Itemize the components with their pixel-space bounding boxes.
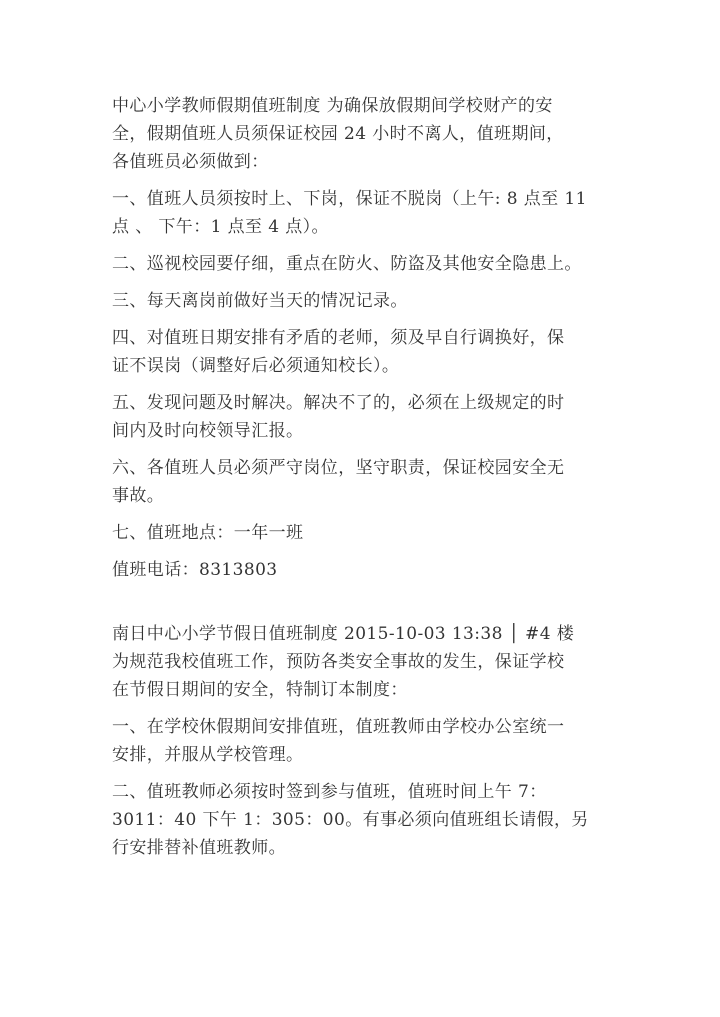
text-line: 一、值班人员须按时上、下岗，保证不脱岗（上午: 8 点至 11 [112,189,587,209]
text-line: 六、各值班人员必须严守岗位，坚守职责，保证校园安全无 [112,458,565,478]
rule-item-2 [112,250,620,278]
text-line: 间内及时向校领导汇报。 [112,421,304,441]
text-line: 事故。 [112,486,165,506]
text-line: 全，假期值班人员须保证校园 24 小时不离人，值班期间， [112,124,564,144]
section2-intro [112,648,620,704]
section2-heading [112,620,620,648]
text-line: 南日中心小学节假日值班制度 2015-10-03 13:38 │ #4 楼 [112,624,575,644]
rule-item-6 [112,454,620,510]
text-line: 安排，并服从学校管理。 [112,745,304,765]
rule-item-3 [112,287,620,315]
text-line: 中心小学教师假期值班制度 为确保放假期间学校财产的安 [112,96,553,116]
rule-item-7 [112,519,620,547]
text-line: 七、值班地点：一年一班 [112,523,304,543]
section2-item-1 [112,713,620,769]
duty-phone [112,556,620,584]
rule-item-1 [112,185,620,241]
document-page [112,92,620,862]
text-line: 三、每天离岗前做好当天的情况记录。 [112,291,408,311]
text-line: 值班电话：8313803 [112,560,278,580]
text-line: 各值班员必须做到： [112,152,269,172]
text-line: 点 、 下午：1 点至 4 点）。 [112,217,329,237]
text-line: 行安排替补值班教师。 [112,838,286,858]
section2-item-2 [112,778,620,862]
rule-item-4 [112,324,620,380]
paragraph-intro [112,92,620,176]
text-line: 在节假日期间的安全，特制订本制度： [112,680,408,700]
text-line: 二、巡视校园要仔细，重点在防火、防盗及其他安全隐患上。 [112,254,582,274]
text-line: 3011：40 下午 1：305：00。有事必须向值班组长请假，另 [112,810,589,830]
text-line: 证不误岗（调整好后必须通知校长）。 [112,356,400,376]
text-line: 二、值班教师必须按时签到参与值班，值班时间上午 7： [112,782,547,802]
text-line: 四、对值班日期安排有矛盾的老师，须及早自行调换好，保 [112,328,565,348]
text-line: 一、在学校休假期间安排值班，值班教师由学校办公室统一 [112,717,565,737]
text-line: 五、发现问题及时解决。解决不了的，必须在上级规定的时 [112,393,565,413]
text-line: 为规范我校值班工作，预防各类安全事故的发生，保证学校 [112,652,565,672]
rule-item-5 [112,389,620,445]
